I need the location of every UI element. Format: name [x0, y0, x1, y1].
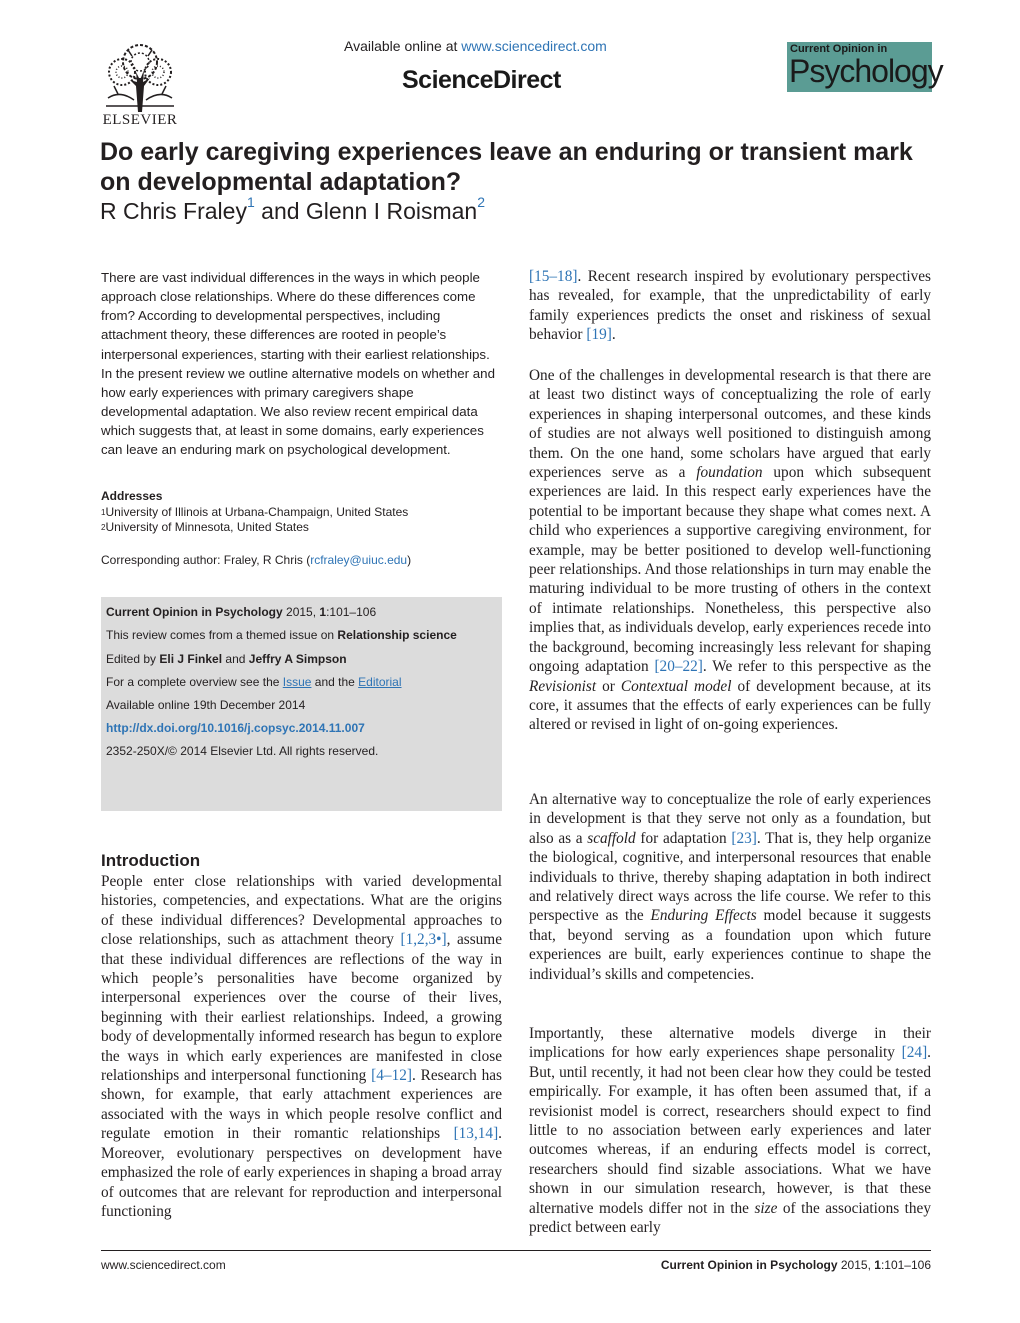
citation-link[interactable]: [15–18]	[529, 268, 578, 285]
info-available: Available online 19th December 2014	[106, 698, 306, 712]
introduction-heading: Introduction	[101, 851, 201, 870]
elsevier-tree-icon	[100, 42, 180, 112]
citation-link[interactable]: [19]	[586, 326, 612, 344]
journal-logo[interactable]	[787, 42, 943, 92]
doi-link[interactable]: http://dx.doi.org/10.1016/j.copsyc.2014.11.007	[106, 721, 365, 735]
info-editors: Edited by Eli J Finkel and Jeffry A Simpson	[106, 652, 347, 666]
author-2-affiliation[interactable]: 2	[477, 194, 486, 210]
citation-link[interactable]: [20–22]	[654, 658, 703, 676]
author-1[interactable]: R Chris Fraley	[100, 198, 247, 224]
elsevier-wordmark: ELSEVIER	[102, 112, 178, 128]
info-overview: For a complete overview see the Issue and the Editorial	[106, 675, 402, 689]
journal-logo-word: Psychology	[789, 53, 943, 89]
issue-link[interactable]: Issue	[282, 675, 312, 689]
right-paragraph-2: One of the challenges in developmental research is that there are at least two distinct ways of conceptualizing the role of early experiences in shaping interpersonal outcomes, and these kinds of studies are not always well positioned to distinguish among them. On the one hand, some scholars have argued that early experiences serve as a foundation upon which subsequent experiences are laid. In this respect early experiences have the potential to be important because they shape what comes next. A child who experiences a supportive caregiving environment, for example, may be better positioned to develop well-functioning peer relationships. And those relationships in turn may enable the maturing individual to be more trusting of others in the context of intimate relationships. Nonetheless, this perspective also implies that, as individuals develop, early experiences recede into the background, becoming increasingly less relevant for shaping ongoing adaptation [20–22]. We refer to this perspective as the Revisionist or Contextual model of development because, at its core, it assumes that the effects of early experiences can be fully altered or revised in light of on-going experiences.	[529, 367, 931, 734]
abstract: There are vast individual differences in the ways in which people approach close relationships. Where do these differences come from? According to developmental perspectives, including attachment theory, these differences are rooted in people’s interpersonal experiences, starting with their earliest relationships. In the present review we outline alternative models on whether and how early experiences with primary caregivers shape developmental adaptation. We also review recent empirical data which suggests that, at least in some domains, early experiences can leave an enduring mark on psychological development.	[101, 270, 495, 458]
right-paragraph-3: An alternative way to conceptualize the role of early experiences in development is that they serve not only as a foundation, but also as a scaffold for adaptation [23]. That is, they help organize the biological, cognitive, and interpersonal resources that enable individuals to thrive, thereby shaping adaptation in both indirect and relatively direct ways across the life course. We refer to this perspective as the Enduring Effects model because it suggests that, beyond serving as a foundation upon which future experiences are built, early experiences continue to shape the individual’s skills and competencies.	[529, 791, 931, 983]
authors	[100, 194, 486, 225]
corresponding-author: Corresponding author: Fraley, R Chris (rcfraley@uiuc.edu)	[101, 553, 412, 567]
author-2[interactable]: Glenn I Roisman	[305, 198, 478, 224]
introduction-paragraph: People enter close relationships with varied developmental histories, competencies, and expectations. What are the origins of these individual differences? Developmental approaches to close relationships, such as attachment theory [1,2,3•], assume that these individual differences are reflections of the way in which people’s personalities have become organized by interpersonal experiences over the course of their lives, beginning with their earliest relationships. Indeed, a growing body of developmentally informed research has begun to explore the ways in which early experiences are manifested in close relationships and interpersonal functioning [4–12]. Research has shown, for example, that early attachment experiences are associated with the ways in which people resolve conflict and regulate emotion in their romantic relationships [13,14]. Moreover, evolutionary perspectives on development have emphasized the role of early experiences in shaping a broad array of outcomes that are relevant for reproduction and interpersonal functioning	[101, 873, 503, 1220]
citation-link[interactable]: [23]	[731, 829, 757, 847]
sciencedirect-wordmark[interactable]: ScienceDirect	[402, 66, 561, 94]
available-prefix: Available online at	[344, 38, 458, 54]
citation-link[interactable]: [24]	[901, 1044, 928, 1062]
info-copyright: 2352-250X/© 2014 Elsevier Ltd. All rights reserved.	[106, 744, 379, 758]
citation-link[interactable]: [1,2,3•]	[400, 931, 447, 949]
elsevier-logo[interactable]	[98, 42, 182, 128]
article-title: Do early caregiving experiences leave an enduring or transient mark on developmental adaptation?	[100, 138, 913, 196]
sciencedirect-url-link[interactable]: www.sciencedirect.com	[461, 38, 607, 54]
editorial-link[interactable]: Editorial	[358, 675, 402, 689]
journal-logo-top: Current Opinion in	[790, 43, 888, 55]
footer-citation: Current Opinion in Psychology 2015, 1:101–106	[660, 1258, 931, 1272]
right-paragraph-1: [15–18]. Recent research inspired by evolutionary perspectives has revealed, for example, that the unpredictability of early family experiences predicts the onset and riskiness of sexual behavior [19].	[529, 268, 931, 344]
citation-link[interactable]: [13,14]	[453, 1125, 499, 1143]
info-citation: Current Opinion in Psychology 2015, 1:101–106	[106, 605, 377, 619]
footer-url[interactable]: www.sciencedirect.com	[101, 1258, 226, 1272]
page-header	[0, 0, 1020, 130]
info-theme: This review comes from a themed issue on Relationship science	[106, 628, 457, 642]
addresses	[101, 489, 501, 536]
author-1-affiliation[interactable]: 1	[246, 194, 255, 210]
citation-link[interactable]: [4–12]	[371, 1067, 412, 1085]
address-2: $^2$University of Minnesota, United States	[101, 520, 309, 534]
email-link[interactable]: rcfraley@uiuc.edu	[310, 553, 408, 567]
address-1: $^1$University of Illinois at Urbana-Champaign, United States	[101, 504, 409, 519]
article-info-box	[101, 597, 502, 811]
available-online	[344, 38, 607, 54]
author-join: and	[254, 198, 306, 224]
addresses-heading: Addresses	[101, 489, 163, 503]
footer-divider	[101, 1250, 931, 1251]
right-paragraph-4: Importantly, these alternative models diverge in their implications for how early experiences shape personality [24]. But, until recently, it had not been clear how they could be tested empirically. For example, it has often been assumed that, if a revisionist model is correct, researchers should expect to find little to no association between early experiences and later outcomes whereas, if an enduring effects model is correct, researchers should find sizable associations. What we have shown in our simulation research, however, is that these alternative models differ not in the size of the associations they predict between early	[529, 1025, 931, 1237]
